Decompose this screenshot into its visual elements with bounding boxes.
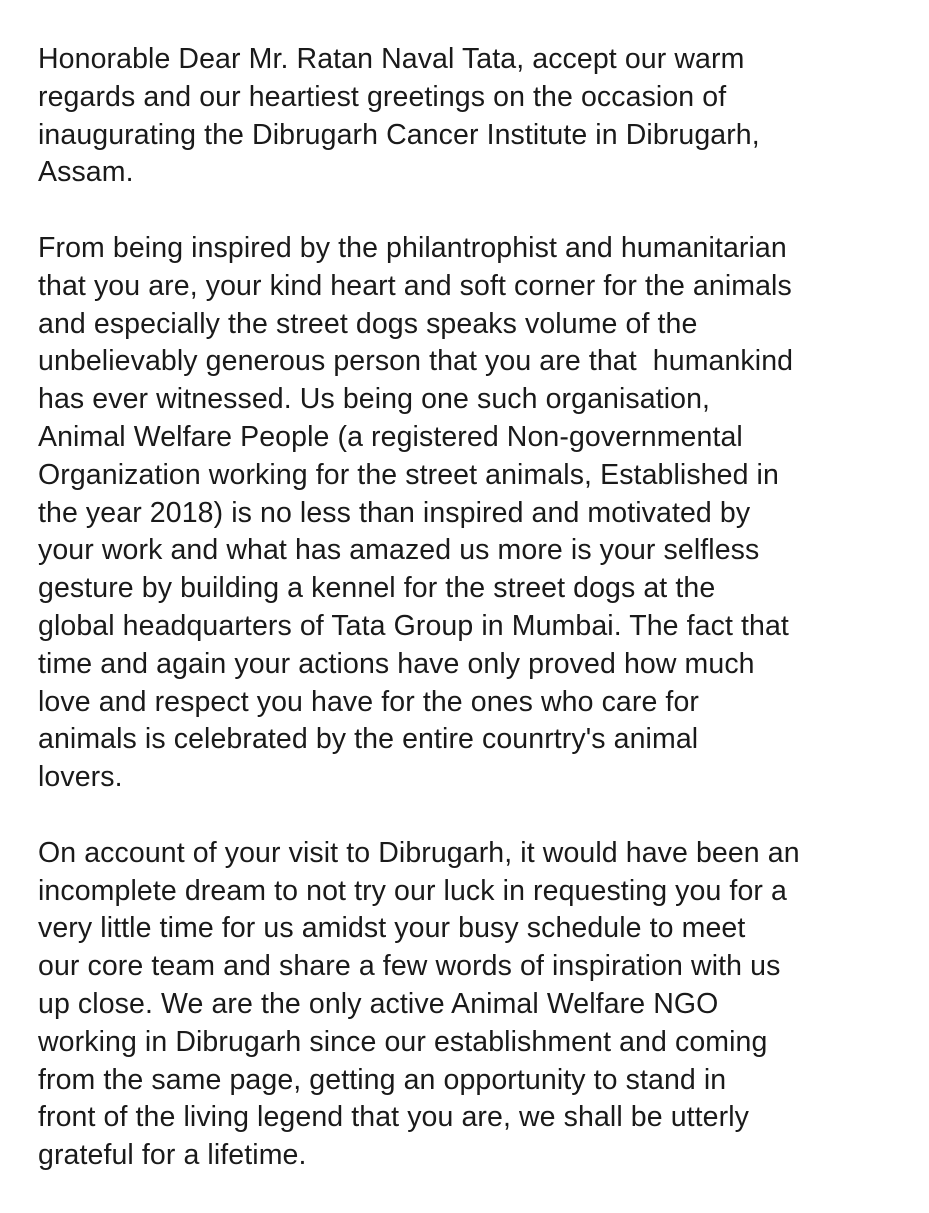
text-line: inaugurating the Dibrugarh Cancer Institute in Dibrugarh, xyxy=(38,118,760,151)
text-line: lovers. xyxy=(38,761,123,794)
text-line: Organization working for the street animals, Established in xyxy=(38,458,779,491)
text-line: animals is celebrated by the entire counrtry's animal xyxy=(38,723,699,756)
paragraph-request xyxy=(38,835,918,1175)
text-line: Honorable Dear Mr. Ratan Naval Tata, accept our warm xyxy=(38,43,745,75)
text-line: unbelievably generous person that you are that humankind xyxy=(38,345,794,378)
text-line: very little time for us amidst your busy schedule to meet xyxy=(38,912,746,945)
text-line: incomplete dream to not try our luck in requesting you for a xyxy=(38,874,787,907)
text-line: gesture by building a kennel for the street dogs at the xyxy=(38,572,716,605)
text-line: has ever witnessed. Us being one such organisation, xyxy=(38,383,711,416)
text-line: up close. We are the only active Animal Welfare NGO xyxy=(38,987,719,1020)
text-line: grateful for a lifetime. xyxy=(38,1139,307,1172)
text-line: and especially the street dogs speaks volume of the xyxy=(38,307,698,340)
text-line: our core team and share a few words of inspiration with us xyxy=(38,950,781,983)
text-line: love and respect you have for the ones who care for xyxy=(38,685,699,718)
text-line: Assam. xyxy=(38,156,134,189)
text-line: the year 2018) is no less than inspired and motivated by xyxy=(38,496,751,529)
text-line: regards and our heartiest greetings on the occasion of xyxy=(38,80,727,113)
text-line: from the same page, getting an opportunity to stand in xyxy=(38,1063,727,1096)
text-line: global headquarters of Tata Group in Mumbai. The fact that xyxy=(38,609,789,642)
paragraph-greeting xyxy=(38,41,918,192)
text-line: front of the living legend that you are, we shall be utterly xyxy=(38,1101,749,1134)
text-line: time and again your actions have only proved how much xyxy=(38,647,755,680)
text-line: your work and what has amazed us more is your selfless xyxy=(38,534,760,567)
text-line: that you are, your kind heart and soft corner for the animals xyxy=(38,269,792,302)
paragraph-inspiration xyxy=(38,230,918,797)
letter-body xyxy=(38,41,918,1213)
text-line: On account of your visit to Dibrugarh, it would have been an xyxy=(38,836,800,869)
text-line: From being inspired by the philantrophist and humanitarian xyxy=(38,231,787,264)
text-line: Animal Welfare People (a registered Non-governmental xyxy=(38,420,743,453)
text-line: working in Dibrugarh since our establishment and coming xyxy=(38,1025,768,1058)
